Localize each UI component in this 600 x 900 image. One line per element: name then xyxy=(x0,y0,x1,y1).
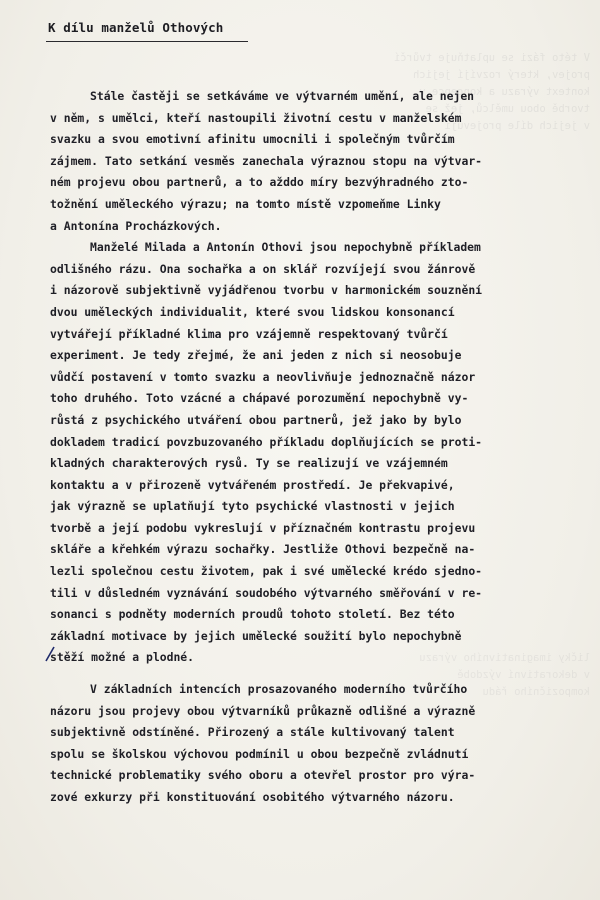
text-line: a Antonína Procházkových. xyxy=(50,218,222,233)
text-line: stěží možné a plodné. xyxy=(50,650,195,665)
text-line: v něm, s umělci, kteří nastoupili životní cestu v manželském xyxy=(50,110,462,125)
document-title: K dílu manželů Othových xyxy=(48,20,224,35)
text-line: základní motivace by jejich umělecké soužití bylo nepochybně xyxy=(50,628,462,643)
text-line: technické problematiky svého oboru a otevřel prostor pro výra- xyxy=(50,768,476,783)
document-body xyxy=(50,86,590,809)
show-through-text-lower: ličky imaginativního výrazu v dekorativní výzdobě kompozičního řádu xyxy=(419,652,590,698)
text-line: růstá z psychického utváření obou partnerů, jež jako by bylo xyxy=(50,412,462,427)
title-underline xyxy=(46,41,248,42)
text-line: spolu se školskou výchovou podmínil u obou bezpečně zvládnutí xyxy=(50,746,469,761)
text-line: názoru jsou projevy obou výtvarníků průkazně odlišné a výrazně xyxy=(50,703,476,718)
text-line: toho druhého. Toto vzácné a chápavé porozumění nepochybně vy- xyxy=(50,391,469,406)
text-line: odlišného rázu. Ona sochařka a on sklář rozvíjejí svou žánrově xyxy=(50,261,476,276)
show-through-text: V této fázi se uplatňuje tvůrčí projev, který rozvíjí jejich kontext výrazu a koncepce v tvorbě obou umělců, jež se v jejich díle projevují xyxy=(394,52,590,132)
text-line: i názorově subjektivně vyjádřenou tvorbu v harmonickém souznění xyxy=(50,283,483,298)
text-line: tili v důsledném vyznávání soudobého výtvarného směřování v re- xyxy=(50,585,483,600)
text-line: svazku a svou emotivní afinitu umocnili i společným tvůrčím xyxy=(50,132,455,147)
text-line: zové exkurzy při konstituování osobitého výtvarného názoru. xyxy=(50,790,455,804)
text-line: dvou uměleckých individualit, které svou lidskou konsonancí xyxy=(50,304,455,319)
text-line: experiment. Je tedy zřejmé, že ani jeden z nich si neosobuje xyxy=(50,348,462,363)
text-line: ném projevu obou partnerů, a to ažddo míry bezvýhradného zto- xyxy=(50,175,469,190)
text-line: zájmem. Tato setkání vesměs zanechala výraznou stopu na výtvar- xyxy=(50,153,483,168)
text-line: vytvářejí příkladné klima pro vzájemně respektovaný tvůrčí xyxy=(50,326,448,341)
text-line: jak výrazně se uplatňují tyto psychické vlastnosti v jejich xyxy=(50,499,455,514)
paragraph-gap xyxy=(50,669,590,679)
text-line: subjektivně odstíněné. Přirozený a stále kultivovaný talent xyxy=(50,725,455,740)
text-line: lezli společnou cestu životem, pak i své umělecké krédo sjedno- xyxy=(50,564,483,579)
text-line: tvorbě a její podobu vykreslují v příznačném kontrastu projevu xyxy=(50,520,476,535)
text-line: kontaktu a v přirozeně vytvářeném prostředí. Je překvapivé, xyxy=(50,477,455,492)
text-line: Manželé Milada a Antonín Othovi jsou nepochybně příkladem xyxy=(90,240,481,255)
text-line: Stále častěji se setkáváme ve výtvarném umění, ale nejen xyxy=(90,89,475,103)
text-line: V základních intencích prosazovaného moderního tvůrčího xyxy=(90,682,468,697)
text-line: vůdčí postavení v tomto svazku a neovlivňuje jednoznačně názor xyxy=(50,369,476,384)
text-line: tožnění uměleckého výrazu; na tomto místě vzpomeňme Linky xyxy=(50,196,441,211)
text-line: skláře a křehkém výrazu sochařky. Jestliže Othovi bezpečně na- xyxy=(50,542,476,557)
text-line: sonanci s podněty moderních proudů tohoto století. Bez této xyxy=(50,607,455,622)
text-line: kladných charakterových rysů. Ty se realizují ve vzájemném xyxy=(50,456,448,471)
text-line: dokladem tradicí povzbuzovaného příkladu doplňujících se proti- xyxy=(50,434,483,449)
